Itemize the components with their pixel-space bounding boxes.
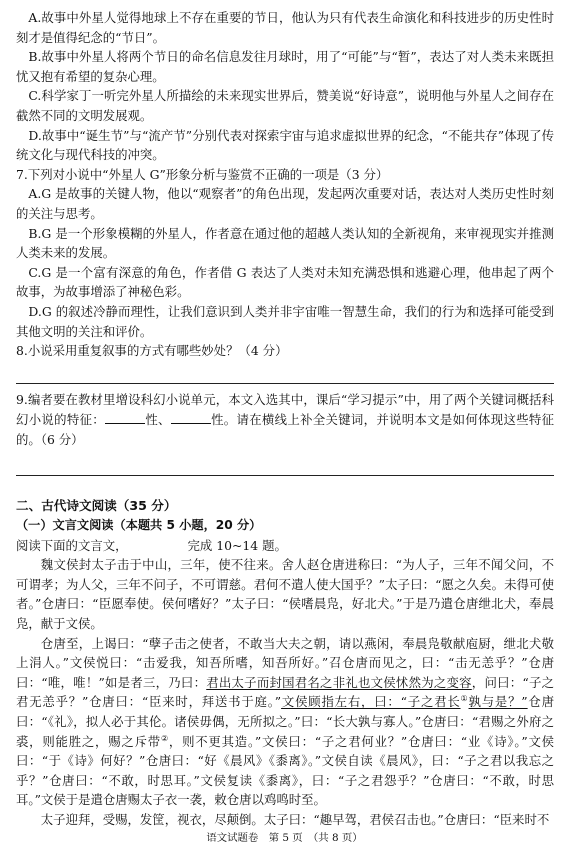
answer-line-q9 xyxy=(16,475,554,476)
answer-space-q9 xyxy=(16,449,554,475)
exam-page xyxy=(16,8,554,830)
p2-part-d: ，则不更其造。”文侯曰：“子之君何业？”仓唐曰：“业《诗》。”文侯曰：“于《诗》何好？”仓唐曰：“好《晨风》《黍离》。”文侯自读《晨风》，曰：“子之君以我忘之乎？”仓唐曰：“不敢，时思耳。”文侯复读《黍离》，曰：“子之君怨乎？”仓唐曰：“不敢，时思耳。”文侯于是遣仓唐赐太子衣一袭，敕仓唐以鸡鸣时至。 xyxy=(16,733,555,808)
q6-option-a: A.故事中外星人觉得地球上不存在重要的节日，他认为只有代表生命演化和科技进步的历史性时刻才是值得纪念的“节日”。 xyxy=(16,10,554,45)
underlined-sentence-2b: 孰与是？” xyxy=(468,694,528,710)
passage-paragraph-3: 太子迎拜，受赐，发筐，视衣，尽颠倒。太子曰：“趣早驾，君侯召击也。”仓唐曰：“臣来时不 xyxy=(40,811,550,827)
q7-option-d: D.G 的叙述冷静而理性，让我们意识到人类并非宇宙唯一智慧生命，我们的行为和选择可能受到其他文明的关注和评价。 xyxy=(16,303,554,339)
q9-text-a: 9.编者要在教材里增设科幻小说单元，本文入选其中，课后“学习提示”中，用了两个关键词概括科幻小说的特征： xyxy=(16,391,554,428)
footnote-marker-2: ② xyxy=(160,733,169,743)
q7-stem: 7.下列对小说中“外星人 G”形象分析与鉴赏不正确的一项是（3 分） xyxy=(16,166,389,182)
passage-paragraph-2 xyxy=(16,634,554,810)
underlined-sentence-1: 君出太子而封国君名之非礼也文侯怵然为之变容 xyxy=(206,674,472,690)
answer-space-q8 xyxy=(16,361,554,383)
p2-part-b: ，问曰：“子之君无恙乎？”仓唐曰：“臣来时，拜送书于庭。” xyxy=(16,674,555,710)
reading-instruction xyxy=(16,536,554,556)
underlined-sentence-2: 文侯顾指左右，曰：“子之君长 xyxy=(281,694,461,710)
passage-paragraph-1: 魏文侯封太子击于中山，三年，使不往来。舍人赵仓唐进称曰：“为人子，三年不闻父问，不可谓孝；为人父，三年不问子，不可谓慈。君何不遣人使大国乎？”太子曰：“愿之久矣。未得可使者。”仓唐曰：“臣愿奉使。侯何嗜好？”太子曰：“侯嗜晨凫，好北犬。”于是乃遣仓唐绁北犬，奉晨凫，献于文侯。 xyxy=(16,557,554,632)
q9-blank-2[interactable] xyxy=(171,409,211,424)
q7-option-b: B.G 是一个形象模糊的外星人，作者意在通过他的超越人类认知的全新视角，来审视现实并推测人类未来的发展。 xyxy=(16,225,554,261)
answer-line-q8 xyxy=(16,383,554,384)
q7-option-a: A.G 是故事的关键人物，他以“观察者”的角色出现，发起两次重要对话，表达对人类历史性时刻的关注与思考。 xyxy=(16,186,554,221)
p2-part-c: 仓唐曰：“《礼》，拟人必于其伦。诸侯毋偶，无所拟之。”曰：“长大孰与寡人。”仓唐曰：“君赐之外府之裘，则能胜之，赐之斥带 xyxy=(16,694,555,749)
p2-part-a: 仓唐至，上谒曰：“孽子击之使者，不敢当大夫之朝，请以燕闲，奉晨凫敬献庖厨，绁北犬敬上涓人。”文侯悦曰：“击爱我，知吾所嗜，知吾所好。”召仓唐而见之，曰：“击无恙乎？”仓唐曰：“唯，唯！”如是者三，乃曰： xyxy=(16,635,554,690)
q9-mid: 性、 xyxy=(145,412,171,428)
q6-option-b: B.故事中外星人将两个节日的命名信息发往月球时，用了“可能”与“暂”，表达了对人类未来既担忧又抱有希望的复杂心理。 xyxy=(16,49,554,84)
q6-option-d: D.故事中“诞生节”与“流产节”分别代表对探索宇宙与追求虚拟世界的纪念，“不能共存”体现了传统文化与现代科技的冲突。 xyxy=(16,127,554,163)
instruction-part-b: 完成 10~14 题。 xyxy=(187,537,287,553)
page-footer: 语文试题卷 第 5 页 （共 8 页） xyxy=(206,832,363,844)
section-subtitle: （一）文言文阅读（本题共 5 小题，20 分） xyxy=(16,518,262,533)
q9-text-b: 性。请在横线上补全关键词，并说明本文是如何体现这些特征的。（6 分） xyxy=(16,412,555,447)
instruction-part-a: 阅读下面的文言文， xyxy=(16,537,128,553)
q8-stem: 8.小说采用重复叙事的方式有哪些妙处？（4 分） xyxy=(16,343,288,359)
q6-option-c: C.科学家丁一听完外星人所描绘的未来现实世界后，赞美说“好诗意”，说明他与外星人之间存在截然不同的文明发展观。 xyxy=(16,88,554,123)
q7-option-c: C.G 是一个富有深意的角色，作者借 G 表达了人类对未知充满恐惧和逃避心理，他串起了两个故事，为故事增添了神秘色彩。 xyxy=(16,264,554,300)
footnote-marker-1: ① xyxy=(460,694,469,704)
q9-blank-1[interactable] xyxy=(105,409,145,424)
section-title: 二、古代诗文阅读（35 分） xyxy=(16,498,177,514)
q9-stem xyxy=(16,390,554,450)
